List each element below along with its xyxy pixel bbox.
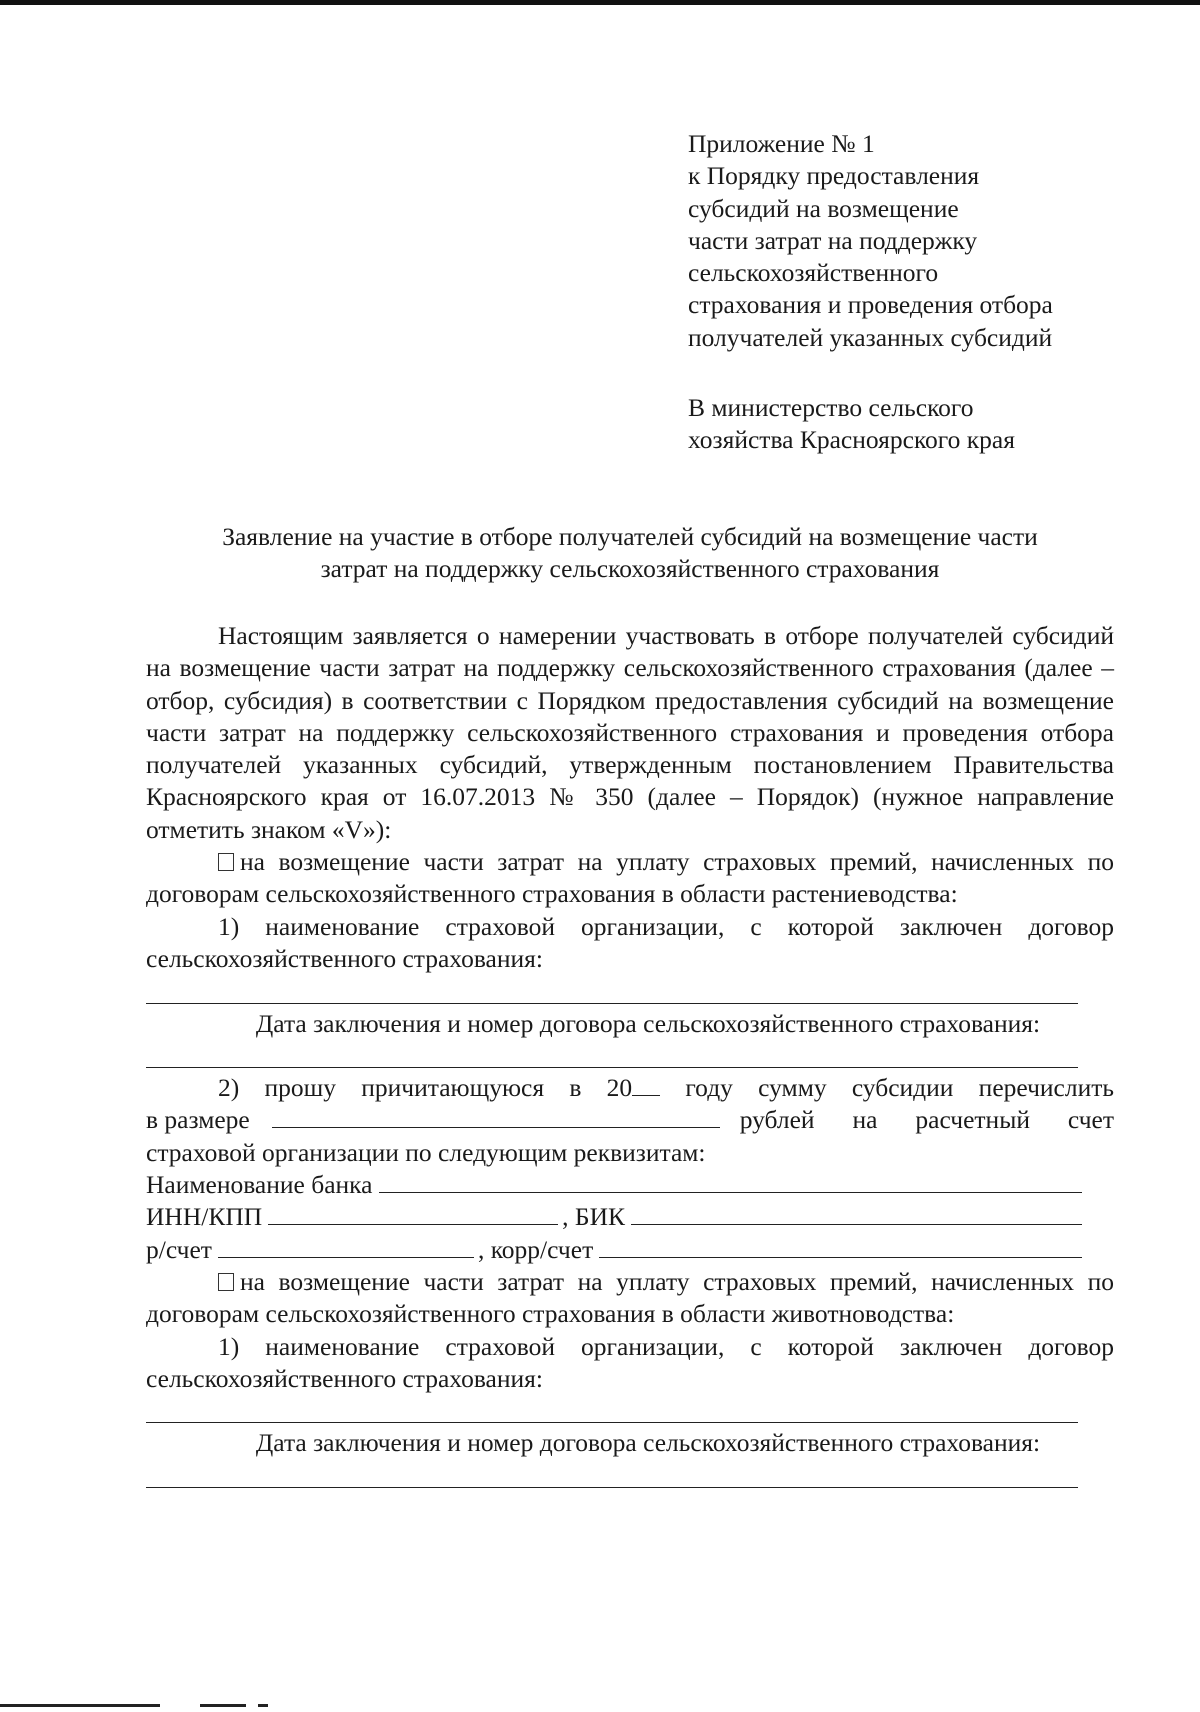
- checkbox-crop[interactable]: [218, 853, 234, 871]
- bik-field[interactable]: [631, 1202, 1082, 1225]
- livestock-checkbox-label: на возмещение части затрат на уплату страховых премий, начисленных по договорам сельскохозяйственного страхования в области животноводства:: [146, 1266, 1114, 1329]
- size-label: в размере: [146, 1105, 250, 1135]
- bank-field[interactable]: [379, 1170, 1083, 1193]
- document-title: [146, 521, 1114, 586]
- account-label: р/счет: [146, 1234, 212, 1264]
- livestock-insurer-field[interactable]: [146, 1395, 1114, 1427]
- appendix-line: получателей указанных субсидий: [688, 322, 1053, 352]
- inn-row: [146, 1201, 1082, 1233]
- crop-item2-part2: году сумму субсидии перечислить: [685, 1073, 1115, 1103]
- addressee-line: хозяйства Красноярского края: [688, 425, 1015, 455]
- livestock-date-field[interactable]: [146, 1460, 1114, 1492]
- rubles-label: рублей на расчетный счет: [739, 1105, 1114, 1135]
- appendix-line: Приложение № 1: [688, 129, 875, 158]
- appendix-reference: [688, 128, 1148, 354]
- intro-paragraph: Настоящим заявляется о намерении участвовать в отборе получателей субсидий на возмещение части затрат на поддержку сельскохозяйственного страхования (далее – отбор, субсидия) в соответствии с Порядком предоставления субсидий на возмещение части затрат на поддержку сельскохозяйственного страхования и проведения отбора получателей указанных субсидий, утвержденным постановлением Правительства Красноярского края от 16.07.2013 № 350 (далее – Порядок) (нужное направление отметить знаком «V»):: [146, 621, 1114, 844]
- crop-date-field[interactable]: [146, 1040, 1114, 1072]
- requisites-label: страховой организации по следующим реквизитам:: [146, 1137, 706, 1167]
- crop-date-label: Дата заключения и номер договора сельскохозяйственного страхования:: [255, 1008, 1041, 1038]
- inn-field[interactable]: [268, 1202, 558, 1225]
- corr-label: , корр/счет: [477, 1234, 594, 1264]
- document-body: [146, 620, 1114, 1492]
- appendix-line: части затрат на поддержку: [688, 225, 978, 255]
- crop-item1: 1) наименование страховой организации, с которой заключен договор сельскохозяйственного страхования:: [146, 911, 1114, 973]
- livestock-date-label: Дата заключения и номер договора сельскохозяйственного страхования:: [255, 1428, 1041, 1458]
- appendix-line: сельскохозяйственного: [688, 258, 939, 288]
- crop-year-field[interactable]: [632, 1073, 660, 1096]
- title-line-1: Заявление на участие в отборе получателей субсидий на возмещение части: [222, 522, 1038, 551]
- appendix-line: к Порядку предоставления: [688, 161, 980, 191]
- account-field[interactable]: [218, 1235, 474, 1258]
- addressee-line: В министерство сельского: [688, 393, 974, 422]
- addressee: [688, 392, 1148, 457]
- crop-section-text: [146, 846, 1114, 911]
- bottom-scan-edge: [0, 1700, 1200, 1712]
- crop-amount-field[interactable]: [272, 1105, 720, 1128]
- crop-amount-row: [146, 1104, 1114, 1136]
- account-row: [146, 1234, 1082, 1266]
- checkbox-livestock[interactable]: [218, 1273, 234, 1291]
- bank-label: Наименование банка: [146, 1170, 373, 1200]
- crop-checkbox-label: на возмещение части затрат на уплату страховых премий, начисленных по договорам сельскохозяйственного страхования в области растениеводства:: [146, 847, 1114, 909]
- livestock-section-text: [146, 1266, 1114, 1331]
- bank-row: [146, 1169, 1082, 1201]
- crop-insurer-field[interactable]: [146, 975, 1114, 1007]
- crop-item2: [146, 1072, 1114, 1104]
- appendix-line: страхования и проведения отбора: [688, 290, 1053, 320]
- appendix-line: субсидий на возмещение: [688, 193, 959, 223]
- crop-item2-part1: 2) прошу причитающуюся в 20: [218, 1073, 633, 1103]
- corr-field[interactable]: [599, 1235, 1082, 1258]
- title-line-2: затрат на поддержку сельскохозяйственного страхования: [320, 554, 940, 584]
- inn-label: ИНН/КПП: [146, 1202, 263, 1232]
- bik-label: , БИК: [562, 1202, 625, 1232]
- livestock-item1: 1) наименование страховой организации, с которой заключен договор сельскохозяйственного страхования:: [146, 1331, 1114, 1393]
